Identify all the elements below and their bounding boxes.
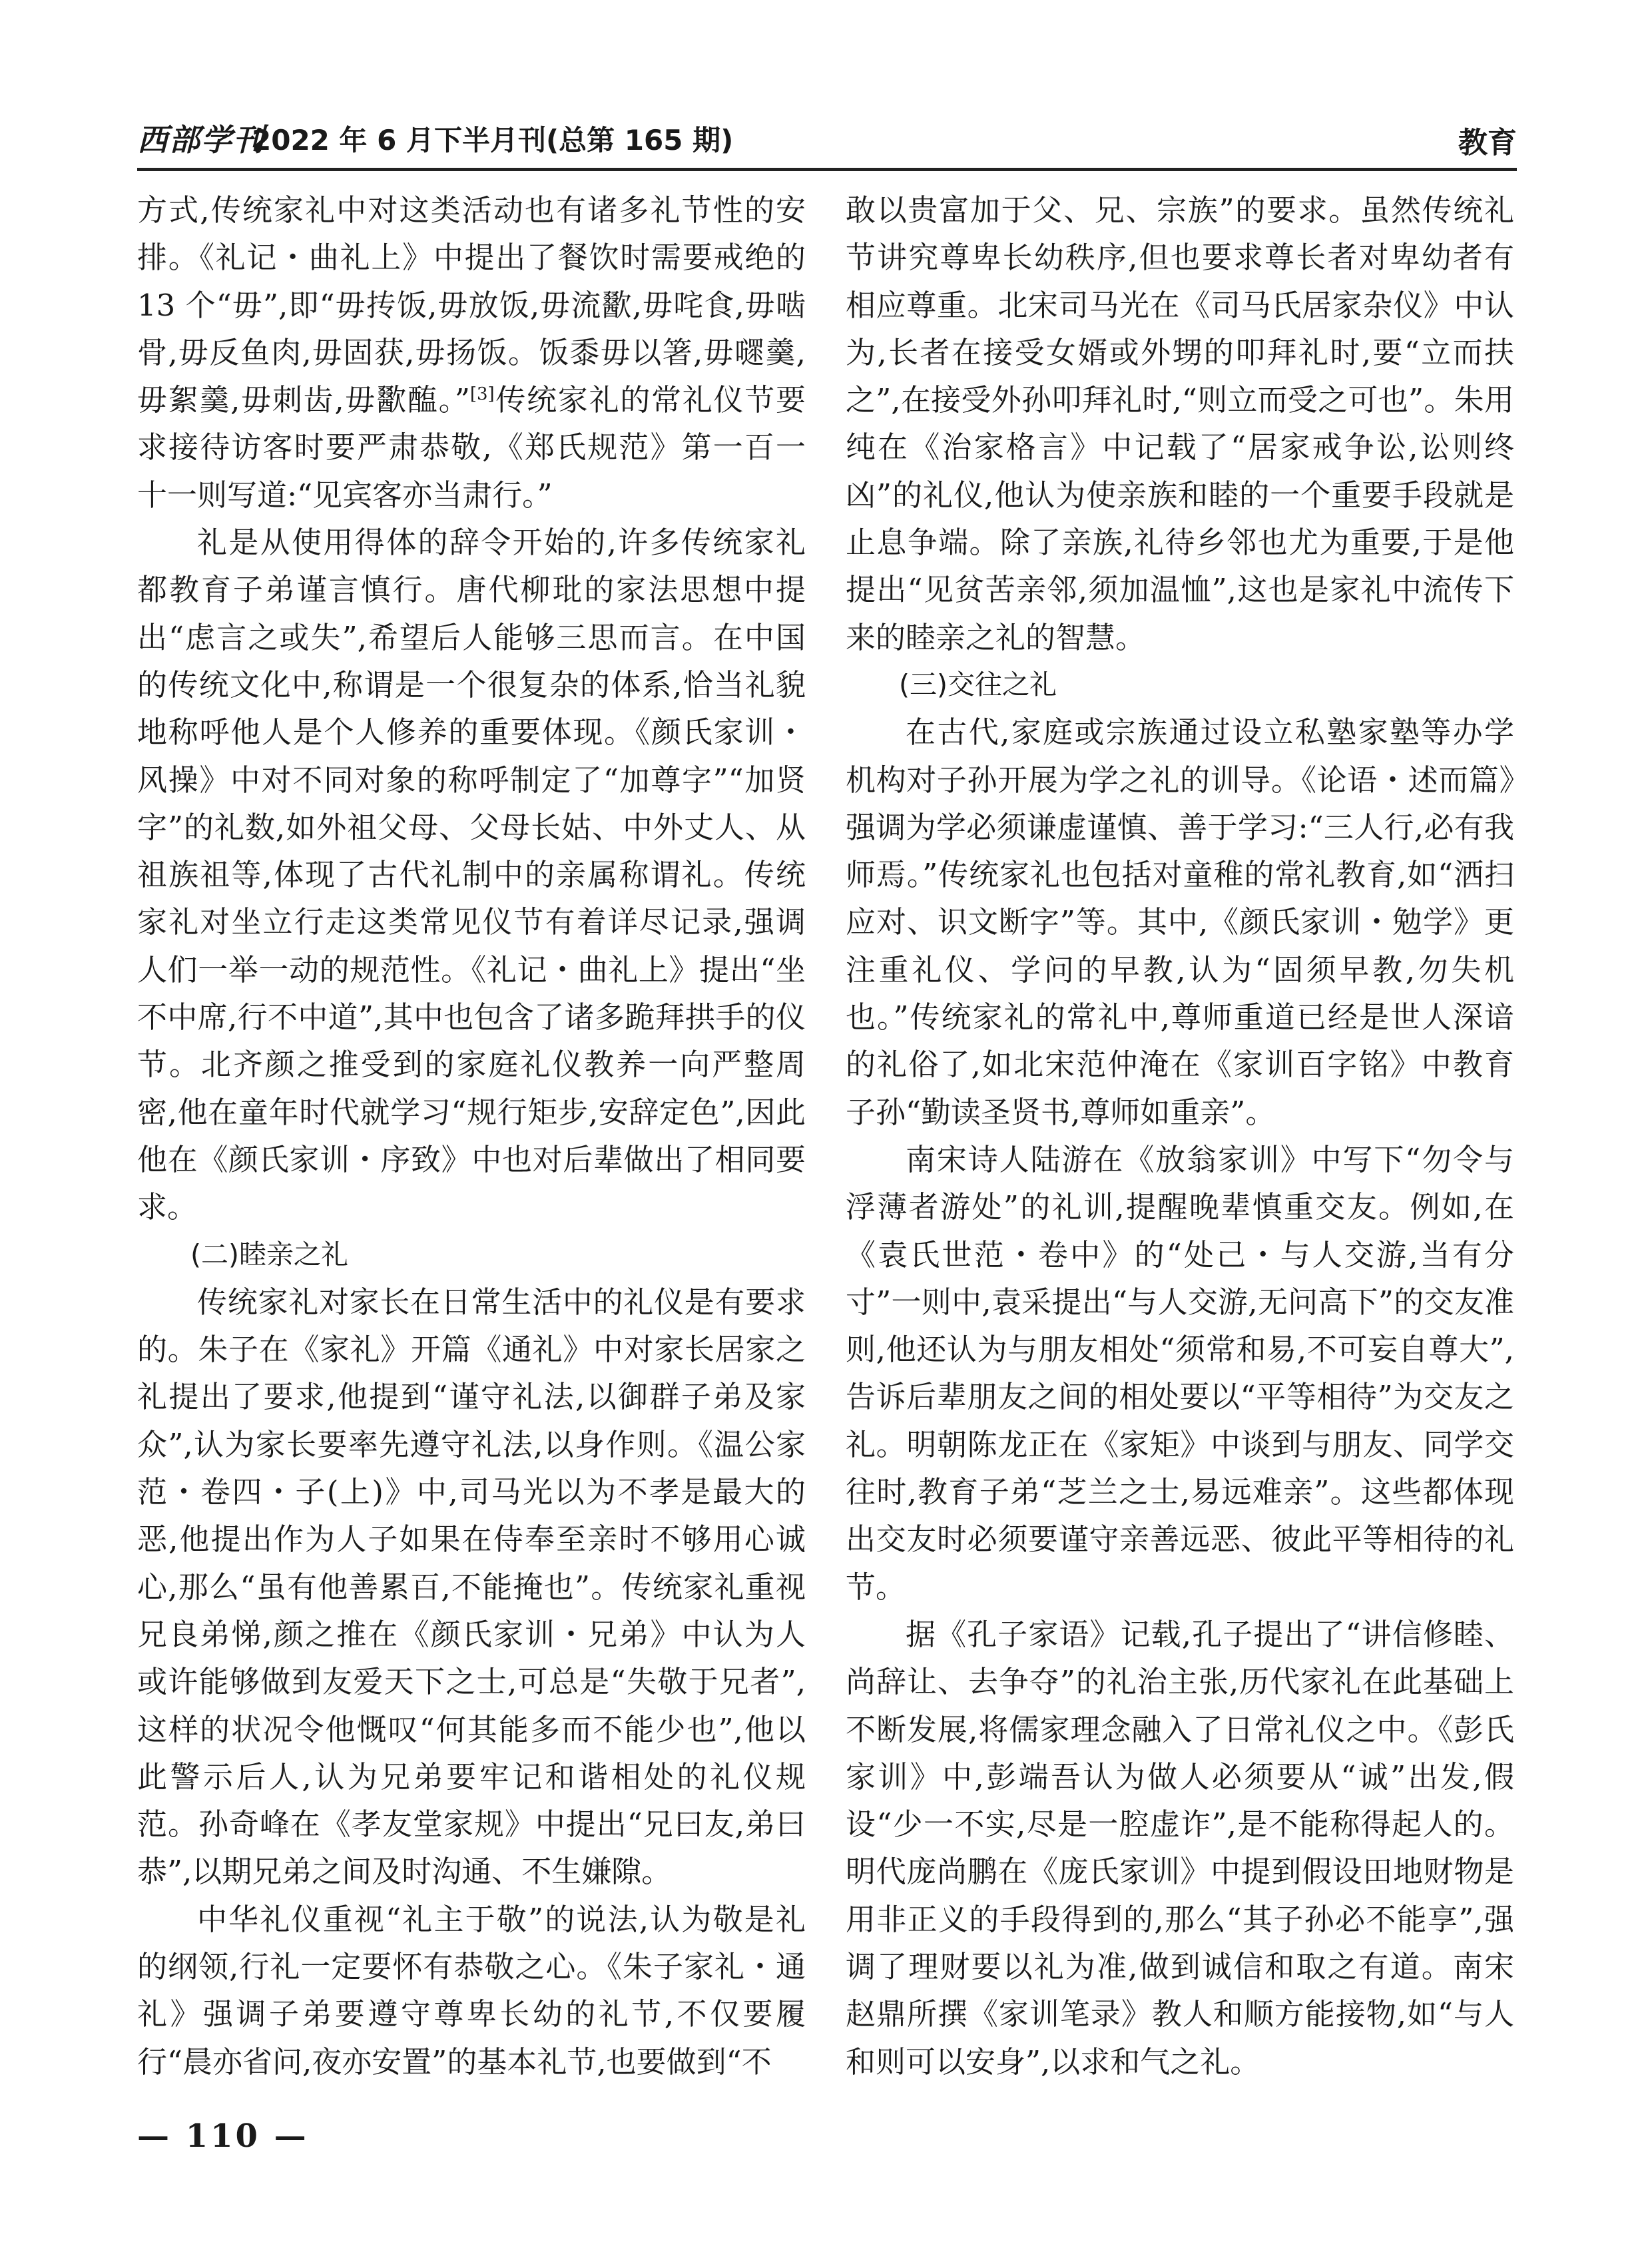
- journal-logo: 西部学刊: [137, 122, 265, 158]
- section-heading: (三)交往之礼: [899, 668, 1057, 701]
- paragraph: 据《孔子家语》记载,孔子提出了“讲信修睦、尚辞让、去争夺”的礼治主张,历代家礼在此基础上不断发展,将儒家理念融入了日常礼仪之中。《彭氏家训》中,彭端吾认为做人必须要从“诚”出发,假设“少一不实,尽是一腔虚诈”,是不能称得起人的。明代庞尚鹏在《庞氏家训》中提到假设田地财物是用非正义的手段得到的,那么“其子孙必不能享”,强调了理财要以礼为准,做到诚信和取之有道。南宋赵鼎所撰《家训笔录》教人和顺方能接物,如“与人和则可以安身”,以求和气之礼。: [846, 1616, 1514, 2080]
- right-column: [846, 186, 1514, 2086]
- paragraph: 敢以贵富加于父、兄、宗族”的要求。虽然传统礼节讲究尊卑长幼秩序,但也要求尊长者对卑幼者有相应尊重。北宋司马光在《司马氏居家杂仪》中认为,长者在接受女婿或外甥的叩拜礼时,要“立而扶之”,在接受外孙叩拜礼时,“则立而受之可也”。朱用纯在《治家格言》中记载了“居家戒争讼,讼则终凶”的礼仪,他认为使亲族和睦的一个重要手段就是止息争端。除了亲族,礼待乡邻也尤为重要,于是他提出“见贫苦亲邻,须加温恤”,这也是家礼中流传下来的睦亲之礼的智慧。: [846, 192, 1514, 655]
- paragraph-text: 方式,传统家礼中对这类活动也有诸多礼节性的安排。《礼记・曲礼上》中提出了餐饮时需要戒绝的 13 个“毋”,即“毋抟饭,毋放饭,毋流歠,毋咤食,毋啮骨,毋反鱼肉,毋固获,毋扬饭。饭黍毋以箸,毋嚃羹,毋絮羹,毋刺齿,毋歠醢。”: [137, 192, 806, 418]
- paragraph: 中华礼仪重视“礼主于敬”的说法,认为敬是礼的纲领,行礼一定要怀有恭敬之心。《朱子家礼・通礼》强调子弟要遵守尊卑长幼的礼节,不仅要履行“晨亦省问,夜亦安置”的基本礼节,也要做到“不: [137, 1901, 806, 2080]
- issue-info: 2022 年 6 月下半月刊(总第 165 期): [252, 124, 734, 156]
- citation-ref: [3]: [469, 384, 495, 405]
- paragraph: [137, 186, 806, 519]
- section-label: 教育: [1458, 126, 1517, 160]
- paragraph: 礼是从使用得体的辞令开始的,许多传统家礼都教育子弟谨言慎行。唐代柳玭的家法思想中提出“虑言之或失”,希望后人能够三思而言。在中国的传统文化中,称谓是一个很复杂的体系,恰当礼貌地称呼他人是个人修养的重要体现。《颜氏家训・风操》中对不同对象的称呼制定了“加尊字”“加贤字”的礼数,如外祖父母、父母长姑、中外丈人、从祖族祖等,体现了古代礼制中的亲属称谓礼。传统家礼对坐立行走这类常见仪节有着详尽记录,强调人们一举一动的规范性。《礼记・曲礼上》提出“坐不中席,行不中道”,其中也包含了诸多跪拜拱手的仪节。北齐颜之推受到的家庭礼仪教养一向严整周密,他在童年时代就学习“规行矩步,安辞定色”,因此他在《颜氏家训・序致》中也对后辈做出了相同要求。: [137, 525, 806, 1225]
- page-number: — 110 —: [137, 2117, 309, 2155]
- section-heading: (二)睦亲之礼: [190, 1238, 348, 1270]
- paragraph: 南宋诗人陆游在《放翁家训》中写下“勿令与浮薄者游处”的礼训,提醒晚辈慎重交友。例如,在《袁氏世范・卷中》的“处己・与人交游,当有分寸”一则中,袁采提出“与人交游,无问高下”的交友准则,他还认为与朋友相处“须常和易,不可妄自尊大”,告诉后辈朋友之间的相处要以“平等相待”为交友之礼。明朝陈龙正在《家矩》中谈到与朋友、同学交往时,教育子弟“芝兰之士,易远难亲”。这些都体现出交友时必须要谨守亲善远恶、彼此平等相待的礼节。: [846, 1141, 1514, 1605]
- page-header: [137, 113, 1517, 171]
- paragraph: 传统家礼对家长在日常生活中的礼仪是有要求的。朱子在《家礼》开篇《通礼》中对家长居家之礼提出了要求,他提到“谨守礼法,以御群子弟及家众”,认为家长要率先遵守礼法,以身作则。《温公家范・卷四・子(上)》中,司马光以为不孝是最大的恶,他提出作为人子如果在侍奉至亲时不够用心诚心,那么“虽有他善累百,不能掩也”。传统家礼重视兄良弟悌,颜之推在《颜氏家训・兄弟》中认为人或许能够做到友爱天下之士,可总是“失敬于兄者”,这样的状况令他慨叹“何其能多而不能少也”,他以此警示后人,认为兄弟要牢记和谐相处的礼仪规范。孙奇峰在《孝友堂家规》中提出“兄曰友,弟曰恭”,以期兄弟之间及时沟通、不生嫌隙。: [137, 1284, 806, 1890]
- paragraph-text: 传统家礼的常礼仪节要求接待访客时要严肃恭敬,《郑氏规范》第一百一十一则写道:“见宾客亦当肃行。”: [137, 382, 806, 513]
- paragraph: 在古代,家庭或宗族通过设立私塾家塾等办学机构对子孙开展为学之礼的训导。《论语・述而篇》强调为学必须谦虚谨慎、善于学习:“三人行,必有我师焉。”传统家礼也包括对童稚的常礼教育,如“洒扫应对、识文断字”等。其中,《颜氏家训・勉学》更注重礼仪、学问的早教,认为“固须早教,勿失机也。”传统家礼的常礼中,尊师重道已经是世人深谙的礼俗了,如北宋范仲淹在《家训百字铭》中教育子孙“勤读圣贤书,尊师如重亲”。: [846, 714, 1514, 1130]
- left-column: [137, 186, 806, 2086]
